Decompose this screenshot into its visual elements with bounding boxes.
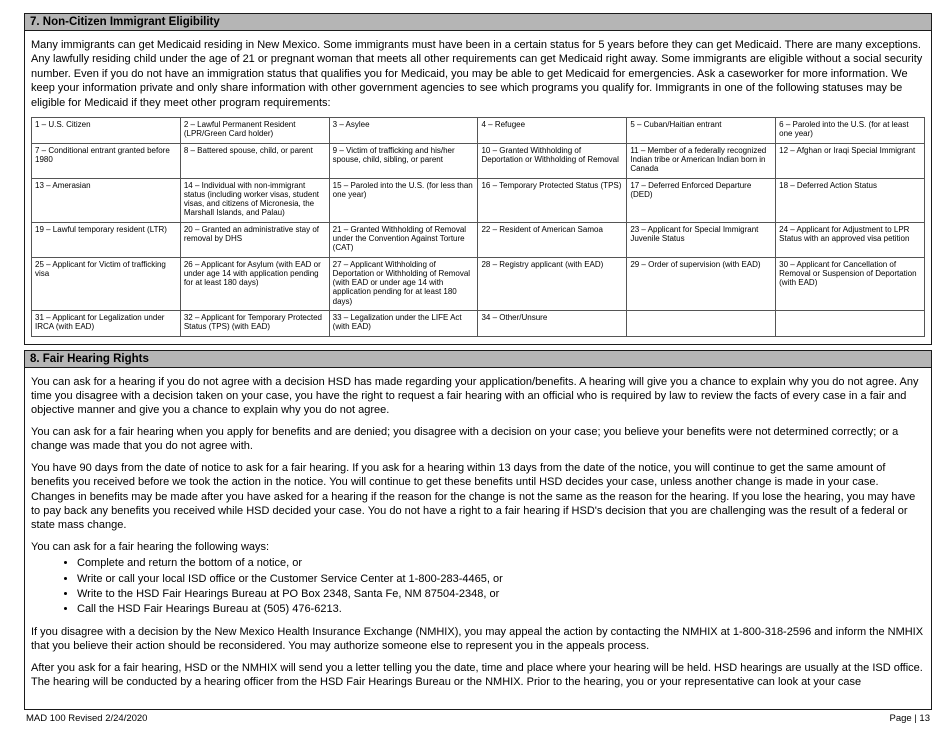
fair-hearing-way-item: • Write to the HSD Fair Hearings Bureau at PO Box 2348, Santa Fe, NM 87504-2348, or [77, 587, 925, 601]
fair-hearing-paragraph-after: After you ask for a fair hearing, HSD or the NMHIX will send you a letter telling you the date, time and place where your hearing will be held. HSD hearings are usually at the ISD office. The hearing will be conducted by a hearing officer from the HSD Fair Hearings Bureau or the NMHIX. Prior to the hearing, you or your representative can look at your case [31, 661, 923, 688]
section-non-citizen-eligibility [24, 13, 932, 345]
status-cell-12: 12 – Afghan or Iraqi Special Immigrant [776, 143, 925, 178]
section-7-title: 7. Non-Citizen Immigrant Eligibility [25, 14, 931, 31]
footer-page-number: Page | 13 [889, 713, 930, 724]
status-cell-6: 6 – Paroled into the U.S. (for at least one year) [776, 118, 925, 144]
section-8-title: 8. Fair Hearing Rights [25, 351, 931, 368]
status-cell-25: 25 – Applicant for Victim of trafficking visa [32, 257, 181, 310]
status-cell-29: 29 – Order of supervision (with EAD) [627, 257, 776, 310]
fair-hearing-paragraph-1: You can ask for a hearing if you do not agree with a decision HSD has made regarding your application/benefits. A hearing will give you a chance to explain why you do not agree. Any time you disagree with a decision taken on your case, you have the right to request a fair hearing with an official who is required by law to review the facts of every case in a fair and objective manner and give you a chance to explain why you do not agree. [31, 375, 919, 417]
status-cell-31: 31 – Applicant for Legalization under IRCA (with EAD) [32, 311, 181, 337]
section-8-body [25, 368, 931, 703]
section-7-intro-paragraph: Many immigrants can get Medicaid residing in New Mexico. Some immigrants must have been in a certain status for 5 years before they can get Medicaid. There are many exceptions. Any lawfully residing child under the age of 21 or pregnant woman that meets all other requirements can get Medicaid right away. Some immigrants are eligible without a social security number. Even if you do not have an immigration status that qualifies you for Medicaid, you may be able to get Medicaid for emergencies. Ask a caseworker for more information. We keep your information private and only share information with other government agencies to see which programs you qualify for. Immigrants in one of the following statuses may be eligible for Medicaid if they meet other program requirements: [31, 39, 923, 109]
status-cell-18: 18 – Deferred Action Status [776, 178, 925, 222]
status-cell-2: 2 – Lawful Permanent Resident (LPR/Green Card holder) [180, 118, 329, 144]
footer-form-number: MAD 100 Revised 2/24/2020 [26, 713, 148, 724]
status-cell-4: 4 – Refugee [478, 118, 627, 144]
status-cell-empty [627, 311, 776, 337]
section-7-body [25, 31, 931, 344]
status-cell-8: 8 – Battered spouse, child, or parent [180, 143, 329, 178]
status-cell-22: 22 – Resident of American Samoa [478, 222, 627, 257]
fair-hearing-ways-list [31, 556, 925, 617]
fair-hearing-paragraph-2: You can ask for a fair hearing when you apply for benefits and are denied; you disagree with a decision on your case; you believe your benefits were not determined correctly; or a change was made that you do not agree with. [31, 425, 899, 453]
status-cell-24: 24 – Applicant for Adjustment to LPR Status with an approved visa petition [776, 222, 925, 257]
status-cell-23: 23 – Applicant for Special Immigrant Juvenile Status [627, 222, 776, 257]
section-fair-hearing-rights [24, 350, 932, 710]
status-table-row [32, 118, 925, 144]
page-footer [24, 710, 932, 725]
status-cell-34: 34 – Other/Unsure [478, 311, 627, 337]
status-cell-28: 28 – Registry applicant (with EAD) [478, 257, 627, 310]
status-cell-5: 5 – Cuban/Haitian entrant [627, 118, 776, 144]
status-cell-19: 19 – Lawful temporary resident (LTR) [32, 222, 181, 257]
status-cell-10: 10 – Granted Withholding of Deportation or Withholding of Removal [478, 143, 627, 178]
fair-hearing-paragraph-nmhix: If you disagree with a decision by the New Mexico Health Insurance Exchange (NMHIX), you may appeal the action by contacting the NMHIX at 1-800-318-2596 and inform the NMHIX that you believe their action should be reconsidered. You may authorize someone else to represent you in the appeals process. [31, 625, 924, 653]
status-cell-21: 21 – Granted Withholding of Removal under the Convention Against Torture (CAT) [329, 222, 478, 257]
status-cell-26: 26 – Applicant for Asylum (with EAD or under age 14 with application pending for at least 180 days) [180, 257, 329, 310]
status-cell-20: 20 – Granted an administrative stay of removal by DHS [180, 222, 329, 257]
fair-hearing-ways-lead: You can ask for a fair hearing the following ways: [31, 540, 270, 553]
status-table-row [32, 178, 925, 222]
fair-hearing-way-item: • Call the HSD Fair Hearings Bureau at (505) 476-6213. [77, 602, 925, 616]
status-cell-30: 30 – Applicant for Cancellation of Removal or Suspension of Deportation (with EAD) [776, 257, 925, 310]
status-cell-empty [776, 311, 925, 337]
status-table-row [32, 222, 925, 257]
fair-hearing-way-item: • Write or call your local ISD office or the Customer Service Center at 1-800-283-4465, or [77, 572, 925, 586]
status-table-row [32, 257, 925, 310]
status-cell-3: 3 – Asylee [329, 118, 478, 144]
fair-hearing-way-item: • Complete and return the bottom of a notice, or [77, 556, 925, 570]
status-cell-17: 17 – Deferred Enforced Departure (DED) [627, 178, 776, 222]
status-cell-16: 16 – Temporary Protected Status (TPS) [478, 178, 627, 222]
status-cell-14: 14 – Individual with non-immigrant status (including worker visas, student visas, and citizens of Micronesia, the Marshall Islands, and Palau) [180, 178, 329, 222]
status-cell-7: 7 – Conditional entrant granted before 1980 [32, 143, 181, 178]
status-cell-15: 15 – Paroled into the U.S. (for less than one year) [329, 178, 478, 222]
status-cell-1: 1 – U.S. Citizen [32, 118, 181, 144]
status-cell-33: 33 – Legalization under the LIFE Act (with EAD) [329, 311, 478, 337]
status-table-row [32, 143, 925, 178]
status-cell-27: 27 – Applicant Withholding of Deportation or Withholding of Removal (with EAD or under age 14 with application pending for at least 180 days) [329, 257, 478, 310]
status-cell-11: 11 – Member of a federally recognized Indian tribe or American Indian born in Canada [627, 143, 776, 178]
status-cell-9: 9 – Victim of trafficking and his/her spouse, child, sibling, or parent [329, 143, 478, 178]
immigrant-status-table [31, 117, 925, 337]
status-cell-32: 32 – Applicant for Temporary Protected Status (TPS) (with EAD) [180, 311, 329, 337]
fair-hearing-paragraph-3: You have 90 days from the date of notice to ask for a fair hearing. If you ask for a hearing within 13 days from the date of the notice, you will continue to get the same amount of benefits you received before we took the action in the notice. You will continue to get these benefits until HSD decides your case, unless another change is made in your case. Changes in benefits may be made after you have asked for a hearing if the reason for the change is not the same as the reason for the hearing. If you lose the hearing, you may have to pay back any benefits you received while HSD decided your case. You do not have a right to a fair hearing if HSD's decision that you are challenging was the result of a federal or state mass change. [31, 461, 916, 532]
status-cell-13: 13 – Amerasian [32, 178, 181, 222]
status-table-row [32, 311, 925, 337]
